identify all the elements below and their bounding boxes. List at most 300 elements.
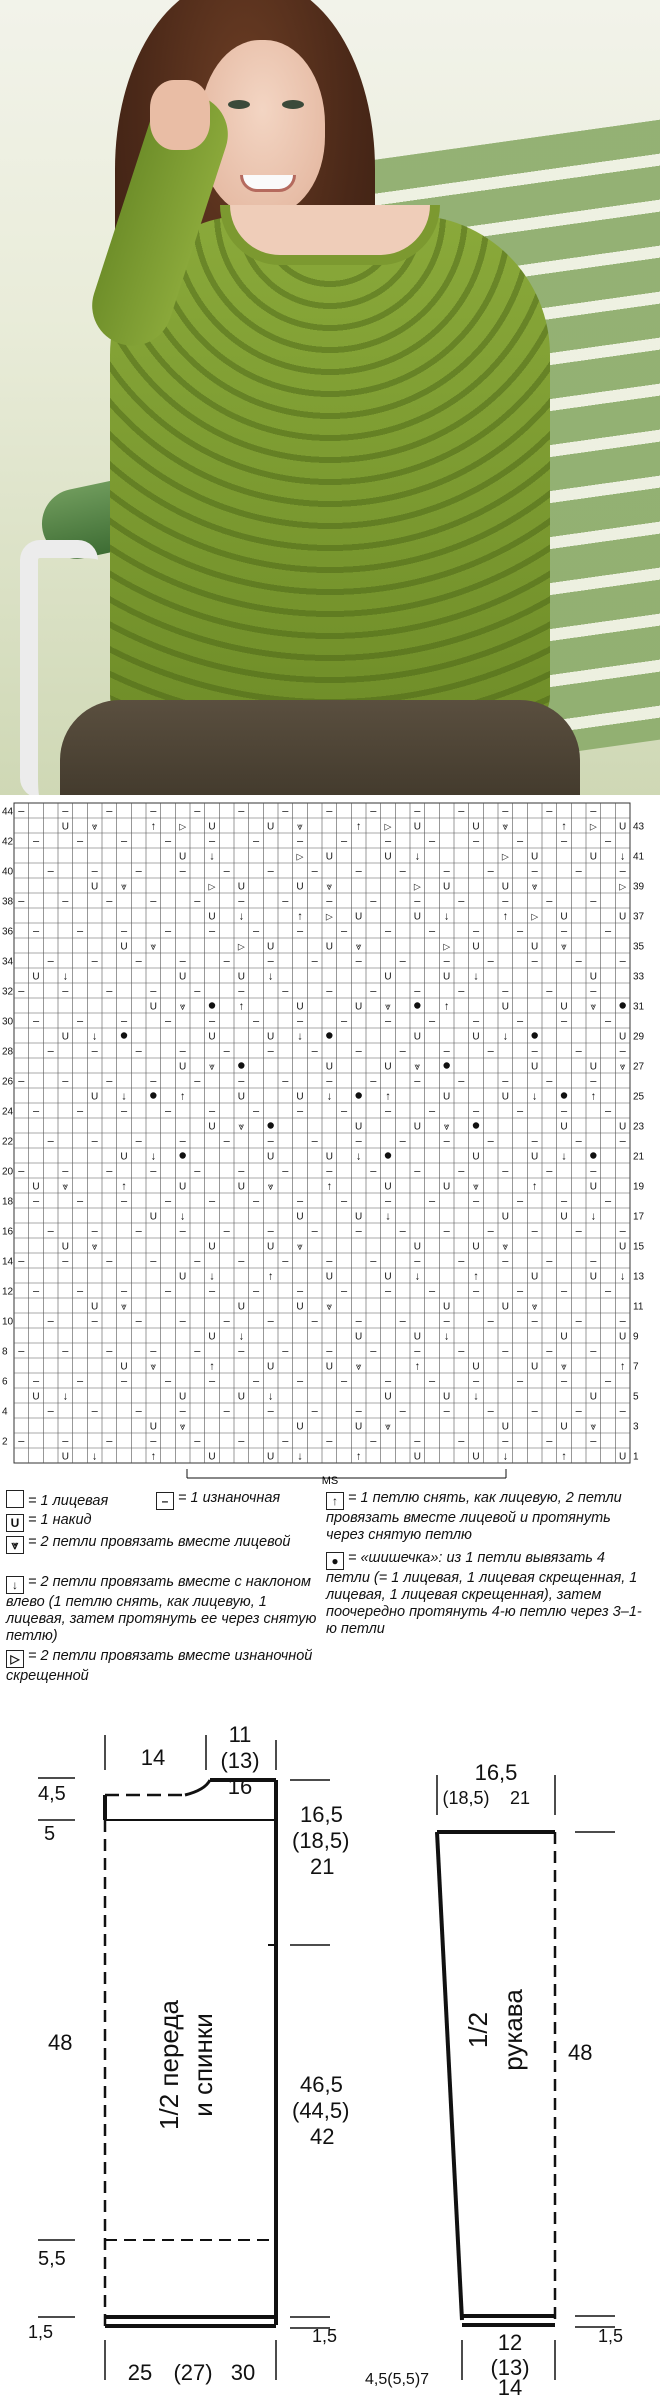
left-row-number: 40 (2, 866, 14, 878)
svg-text:↓: ↓ (443, 1330, 450, 1343)
left-row-number: 8 (2, 1346, 8, 1358)
armhole-2: (18,5) (292, 1828, 350, 1853)
chart-cell-purl (429, 1016, 436, 1028)
svg-text:U: U (325, 1271, 333, 1283)
chart-cell-tri (297, 852, 304, 862)
sweater-neckline (220, 205, 440, 265)
chart-cell-purl (414, 1166, 421, 1178)
chart-cell-yo (472, 1152, 479, 1163)
svg-text:U: U (531, 1271, 539, 1283)
svg-text:–: – (252, 1195, 260, 1208)
svg-text:U: U (149, 1421, 157, 1433)
svg-text:–: – (428, 1195, 436, 1208)
svg-text:–: – (516, 925, 524, 938)
svg-text:U: U (237, 1091, 245, 1103)
left-row-number: 20 (2, 1166, 14, 1178)
chart-cell-purl (18, 806, 25, 818)
chart-cell-purl (121, 836, 128, 848)
chart-cell-down (620, 1271, 626, 1283)
right-row-number: 27 (633, 1061, 645, 1073)
chart-cell-purl (385, 836, 392, 848)
svg-text:–: – (47, 1315, 54, 1328)
chart-cell-yo (531, 852, 538, 863)
chart-cell-purl (297, 1286, 304, 1298)
repeat-label: MS (321, 1475, 339, 1485)
svg-text:–: – (208, 1105, 216, 1118)
svg-text:–: – (590, 1255, 597, 1268)
yarn-over-icon: U (6, 1514, 24, 1532)
svg-text:⩔: ⩔ (150, 941, 157, 953)
svg-text:–: – (575, 1045, 582, 1058)
chart-cell-k2 (92, 1242, 98, 1253)
chart-cell-yo (560, 1122, 567, 1133)
svg-text:–: – (531, 1045, 538, 1058)
svg-text:U: U (355, 1121, 363, 1133)
chart-cell-down (209, 1271, 215, 1283)
chart-cell-purl (546, 1166, 553, 1178)
svg-text:–: – (120, 835, 128, 848)
svg-text:–: – (76, 1105, 84, 1118)
chart-cell-purl (62, 986, 69, 998)
chart-cell-purl (312, 1136, 319, 1148)
svg-text:U: U (61, 1241, 69, 1253)
chart-cell-purl (414, 1436, 421, 1448)
chart-cell-purl (77, 836, 84, 848)
chart-cell-yo (443, 882, 450, 893)
svg-text:–: – (311, 1045, 318, 1058)
bobble-dot-icon: ● (326, 1552, 344, 1570)
side-1: 46,5 (300, 2072, 343, 2097)
chart-cell-purl (326, 896, 333, 908)
svg-text:⩔: ⩔ (62, 1181, 69, 1193)
svg-text:U: U (413, 1031, 421, 1043)
chart-cell-yo (414, 822, 421, 833)
knit-symbol-icon (6, 1490, 24, 1508)
svg-text:⩔: ⩔ (385, 1421, 391, 1433)
svg-text:↑: ↑ (443, 1000, 450, 1013)
svg-text:–: – (194, 805, 201, 818)
left-row-number: 18 (2, 1196, 14, 1208)
svg-text:⩔: ⩔ (179, 1001, 186, 1013)
svg-text:↑: ↑ (619, 1360, 626, 1373)
svg-text:↑: ↑ (590, 1090, 597, 1103)
svg-text:–: – (590, 1345, 597, 1358)
chart-cell-yo (150, 1422, 157, 1433)
svg-text:–: – (458, 1165, 465, 1178)
svg-text:U: U (472, 1241, 480, 1253)
chart-cell-yo (62, 1032, 69, 1043)
chart-cell-purl (473, 1016, 480, 1028)
svg-text:–: – (590, 895, 597, 908)
chart-cell-purl (620, 1136, 627, 1148)
chart-cell-purl (546, 806, 553, 818)
right-row-number: 23 (633, 1121, 645, 1133)
chart-cell-purl (502, 1436, 509, 1448)
svg-text:↑: ↑ (150, 1450, 157, 1463)
svg-text:–: – (164, 1015, 172, 1028)
svg-text:–: – (560, 1375, 568, 1388)
neck-width: 14 (140, 1745, 166, 1770)
svg-text:–: – (47, 1045, 54, 1058)
chart-cell-k2 (532, 882, 538, 893)
chart-cell-purl (341, 1376, 348, 1388)
svg-text:–: – (516, 1015, 524, 1028)
svg-text:–: – (120, 1105, 128, 1118)
svg-text:–: – (531, 1405, 538, 1418)
svg-text:–: – (238, 985, 245, 998)
chart-cell-purl (444, 1136, 451, 1148)
model-photo (0, 0, 660, 795)
chart-cell-down (503, 1451, 509, 1463)
svg-text:–: – (106, 1435, 113, 1448)
chart-cell-up (327, 1181, 333, 1193)
svg-text:–: – (223, 1045, 230, 1058)
svg-text:–: – (267, 955, 274, 968)
chart-cell-tri (209, 882, 216, 892)
chart-cell-purl (224, 866, 231, 878)
chart-cell-purl (209, 1376, 216, 1388)
chart-cell-purl (414, 1256, 421, 1268)
chart-cell-purl (532, 956, 539, 968)
chart-cell-purl (209, 926, 216, 938)
chart-cell-k2 (327, 1302, 333, 1313)
svg-text:⩔: ⩔ (209, 1061, 215, 1073)
svg-text:U: U (560, 1421, 568, 1433)
svg-text:U: U (32, 1391, 40, 1403)
svg-text:U: U (179, 851, 187, 863)
svg-text:–: – (164, 835, 172, 848)
chart-cell-yo (560, 1212, 567, 1223)
svg-text:–: – (238, 1345, 245, 1358)
chart-cell-purl (326, 986, 333, 998)
chart-cell-yo (355, 1002, 362, 1013)
svg-text:–: – (487, 1135, 494, 1148)
svg-text:–: – (120, 925, 128, 938)
right-row-number: 31 (633, 1001, 645, 1013)
body-width-2: (27) (173, 2360, 213, 2385)
svg-text:⩔: ⩔ (326, 1301, 333, 1313)
svg-text:U: U (501, 1001, 509, 1013)
chart-cell-purl (429, 1106, 436, 1118)
chart-cell-purl (620, 1406, 627, 1418)
chart-cell-yo (267, 822, 274, 833)
svg-text:–: – (414, 805, 421, 818)
svg-text:–: – (47, 1135, 54, 1148)
svg-text:–: – (560, 1285, 568, 1298)
chart-cell-yo (267, 1152, 274, 1163)
right-eye (282, 100, 304, 109)
svg-text:U: U (325, 851, 333, 863)
chart-symbols (18, 806, 626, 1463)
chart-cell-purl (18, 1346, 25, 1358)
svg-text:–: – (370, 895, 377, 908)
chart-cell-purl (444, 956, 451, 968)
chart-cell-down (385, 1211, 391, 1223)
chart-cell-dot (385, 1152, 391, 1158)
svg-text:▷: ▷ (619, 881, 627, 892)
rib-body-right: 1,5 (312, 2326, 338, 2346)
svg-text:–: – (62, 1075, 69, 1088)
svg-text:–: – (590, 1165, 597, 1178)
left-row-number: 24 (2, 1106, 14, 1118)
chart-cell-down (356, 1151, 362, 1163)
chart-cell-purl (48, 1316, 55, 1328)
chart-cell-down (297, 1451, 303, 1463)
chart-cell-purl (253, 836, 260, 848)
svg-text:–: – (370, 1345, 377, 1358)
svg-text:–: – (120, 1375, 128, 1388)
svg-text:U: U (179, 1391, 187, 1403)
chart-cell-purl (488, 1136, 495, 1148)
svg-text:–: – (604, 1015, 612, 1028)
svg-text:U: U (589, 971, 597, 983)
chart-cell-purl (620, 1046, 627, 1058)
svg-text:–: – (531, 955, 538, 968)
svg-text:↓: ↓ (209, 850, 215, 863)
svg-text:↓: ↓ (209, 1270, 215, 1283)
chart-cell-purl (48, 866, 55, 878)
svg-text:–: – (179, 1045, 186, 1058)
svg-text:–: – (326, 895, 333, 908)
svg-text:U: U (619, 1031, 627, 1043)
chart-cell-yo (267, 942, 274, 953)
svg-text:▷: ▷ (179, 821, 187, 832)
chart-cell-yo (472, 1032, 479, 1043)
chart-cell-k2 (151, 942, 157, 953)
chart-cell-purl (48, 1406, 55, 1418)
svg-text:–: – (194, 1255, 201, 1268)
chart-cell-k2 (503, 822, 509, 833)
left-row-number: 10 (2, 1316, 14, 1328)
chart-cell-down (532, 1091, 538, 1103)
chart-cell-purl (385, 1106, 392, 1118)
chart-cell-purl (546, 1076, 553, 1088)
svg-text:U: U (179, 1181, 187, 1193)
chart-cell-purl (150, 896, 157, 908)
svg-text:–: – (604, 1105, 612, 1118)
svg-text:U: U (413, 911, 421, 923)
chart-cell-purl (48, 956, 55, 968)
svg-text:–: – (370, 1165, 377, 1178)
chart-cell-yo (619, 1032, 626, 1043)
chart-cell-purl (473, 1376, 480, 1388)
chart-cell-k2 (297, 822, 303, 833)
svg-text:–: – (194, 1165, 201, 1178)
chart-cell-up (503, 911, 509, 923)
chart-cell-k2 (356, 942, 362, 953)
chart-cell-down (268, 1391, 274, 1403)
svg-text:–: – (267, 1315, 274, 1328)
svg-text:U: U (531, 1061, 539, 1073)
chart-cell-purl (400, 1406, 407, 1418)
svg-text:–: – (150, 895, 157, 908)
svg-text:–: – (458, 1435, 465, 1448)
chart-cell-purl (136, 1406, 143, 1418)
svg-text:U: U (384, 971, 392, 983)
chart-cell-purl (253, 1286, 260, 1298)
chart-cell-down (591, 1211, 597, 1223)
svg-text:–: – (282, 1075, 289, 1088)
chart-cell-purl (400, 1226, 407, 1238)
svg-text:–: – (370, 1075, 377, 1088)
chart-cell-down (415, 1271, 421, 1283)
svg-text:↑: ↑ (326, 1180, 333, 1193)
chart-cell-purl (18, 1166, 25, 1178)
svg-text:–: – (326, 1165, 333, 1178)
svg-text:–: – (32, 1285, 40, 1298)
chart-cell-purl (341, 1016, 348, 1028)
chart-cell-down (63, 971, 69, 983)
chart-cell-tri (502, 852, 509, 862)
chart-cell-yo (208, 1452, 215, 1463)
chart-cell-k2 (239, 1122, 245, 1133)
svg-text:⩔: ⩔ (443, 1121, 450, 1133)
svg-text:–: – (428, 1285, 436, 1298)
chart-cell-purl (150, 1256, 157, 1268)
chart-cell-purl (150, 1076, 157, 1088)
svg-text:–: – (62, 805, 69, 818)
chart-cell-purl (444, 1406, 451, 1418)
chart-cell-dot (326, 1032, 332, 1038)
svg-text:–: – (502, 1075, 509, 1088)
chart-cell-up (561, 1451, 567, 1463)
chart-cell-yo (296, 1092, 303, 1103)
chart-cell-yo (326, 1152, 333, 1163)
svg-text:–: – (106, 1345, 113, 1358)
svg-text:–: – (282, 1435, 289, 1448)
svg-text:↓: ↓ (502, 1030, 509, 1043)
chart-cell-yo (443, 1392, 450, 1403)
chart-cell-purl (414, 986, 421, 998)
armhole-1: 16,5 (300, 1802, 343, 1827)
svg-text:–: – (326, 1075, 333, 1088)
chart-cell-yo (179, 1182, 186, 1193)
chart-cell-purl (561, 1016, 568, 1028)
svg-text:–: – (32, 1195, 40, 1208)
svg-text:↓: ↓ (238, 910, 245, 923)
svg-text:–: – (120, 1285, 128, 1298)
chart-cell-purl (62, 1256, 69, 1268)
chart-cell-tri (619, 882, 626, 892)
chart-cell-purl (444, 1046, 451, 1058)
chart-cell-tri (531, 912, 538, 922)
chart-cell-up (151, 1451, 157, 1463)
svg-text:–: – (311, 1405, 318, 1418)
chart-cell-purl (576, 1406, 583, 1418)
svg-text:⩔: ⩔ (502, 821, 509, 833)
svg-text:U: U (472, 1031, 480, 1043)
chart-cell-purl (546, 896, 553, 908)
chart-cell-yo (238, 1092, 245, 1103)
chart-cell-purl (590, 1076, 597, 1088)
svg-text:U: U (91, 1301, 99, 1313)
svg-text:–: – (106, 895, 113, 908)
chart-cell-yo (62, 1242, 69, 1253)
left-row-number: 12 (2, 1286, 14, 1298)
svg-text:–: – (546, 1345, 553, 1358)
svg-text:U: U (413, 1451, 421, 1463)
chart-cell-purl (590, 1346, 597, 1358)
chart-cell-purl (400, 1316, 407, 1328)
chart-cell-dot (619, 1002, 625, 1008)
chart-cell-yo (502, 1212, 509, 1223)
svg-text:–: – (355, 865, 362, 878)
chart-cell-yo (62, 822, 69, 833)
svg-text:–: – (428, 1105, 436, 1118)
chart-cell-purl (620, 1226, 627, 1238)
sleeve-piece (437, 1832, 555, 2325)
svg-text:–: – (91, 1045, 98, 1058)
left-row-number: 4 (2, 1406, 8, 1418)
chart-cell-purl (517, 1016, 524, 1028)
svg-text:–: – (560, 925, 568, 938)
svg-text:↓: ↓ (590, 1210, 597, 1223)
svg-text:–: – (516, 1375, 524, 1388)
svg-text:U: U (296, 881, 304, 893)
svg-text:⩔: ⩔ (473, 1181, 479, 1193)
svg-text:–: – (384, 925, 392, 938)
chart-cell-yo (590, 1182, 597, 1193)
svg-text:U: U (355, 1421, 363, 1433)
chart-cell-purl (165, 836, 172, 848)
svg-text:↑: ↑ (355, 1450, 362, 1463)
chart-cell-k2 (180, 1422, 186, 1433)
svg-text:–: – (62, 1165, 69, 1178)
chart-cell-purl (282, 896, 289, 908)
svg-text:–: – (32, 835, 40, 848)
chart-cell-yo (120, 1152, 127, 1163)
chart-cell-purl (224, 1316, 231, 1328)
svg-text:U: U (179, 1271, 187, 1283)
svg-text:U: U (531, 851, 539, 863)
svg-text:↓: ↓ (267, 970, 274, 983)
svg-text:U: U (472, 821, 480, 833)
svg-text:–: – (414, 1435, 421, 1448)
chart-cell-purl (458, 1166, 465, 1178)
chart-cell-purl (517, 926, 524, 938)
svg-text:–: – (414, 985, 421, 998)
chart-cell-purl (238, 986, 245, 998)
svg-text:–: – (619, 865, 626, 878)
chart-cell-purl (341, 1106, 348, 1118)
svg-text:–: – (296, 1195, 304, 1208)
chart-cell-yo (502, 1302, 509, 1313)
chart-cell-yo (384, 972, 391, 983)
svg-text:–: – (370, 805, 377, 818)
svg-text:⩔: ⩔ (326, 881, 333, 893)
svg-text:–: – (399, 1315, 406, 1328)
chart-cell-purl (370, 1436, 377, 1448)
chart-cell-yo (208, 822, 215, 833)
chart-cell-down (268, 971, 274, 983)
chart-cell-purl (238, 1166, 245, 1178)
shoulder-3: 16 (227, 1774, 253, 1799)
left-eye (228, 100, 250, 109)
svg-text:–: – (76, 1195, 84, 1208)
svg-text:–: – (223, 1225, 230, 1238)
svg-text:U: U (472, 1451, 480, 1463)
chart-cell-yo (619, 1452, 626, 1463)
svg-text:–: – (296, 835, 304, 848)
svg-text:U: U (384, 1391, 392, 1403)
chart-cell-up (151, 821, 157, 833)
chart-cell-purl (268, 1406, 275, 1418)
chart-cell-yo (326, 942, 333, 953)
svg-text:⩔: ⩔ (561, 941, 567, 953)
chart-cell-purl (253, 926, 260, 938)
chart-cell-purl (326, 1076, 333, 1088)
chart-cell-purl (444, 866, 451, 878)
